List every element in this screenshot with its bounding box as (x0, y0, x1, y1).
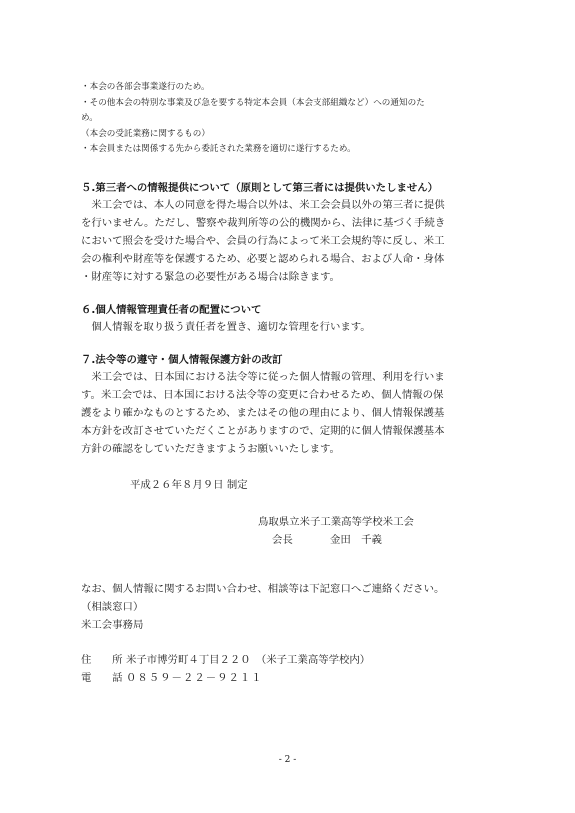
contact-window-label: （相談窓口） (81, 601, 144, 613)
section-7-body (81, 368, 495, 458)
intro-line: （本会の受託業務に関するもの） (81, 128, 210, 139)
paragraph-line: 米工会では、本人の同意を得た場合以外は、米工会会員以外の第三者に提供 (81, 199, 445, 211)
section-6-body (81, 318, 495, 336)
section-6 (81, 302, 495, 336)
paragraph-line: 護をより確かなものとするため、またはその他の理由により、個人情報保護基 (81, 407, 445, 419)
phone-value: ０８５９－２２－９２１１ (126, 672, 263, 684)
paragraph-line: す。米工会では、日本国における法令等の変更に合わせるため、個人情報の保 (81, 389, 444, 401)
paragraph-line: ・財産等に対する緊急の必要性がある場合は除きます。 (81, 271, 340, 283)
paragraph-line: 米工会では、日本国における法令等に従った個人情報の管理、利用を行いま (81, 371, 445, 383)
address-value: 米子市博労町４丁目２２０ （米子工業高等学校内） (126, 654, 371, 666)
intro-line: ・本会の各部会事業遂行のため。 (81, 82, 210, 92)
paragraph-line: において照会を受けた場合や、会員の行為によって米工会規約等に反し、米工 (81, 235, 445, 247)
paragraph-line: 本方針を改訂させていただくことがありますので、定期的に個人情報保護基本 (81, 425, 445, 437)
intro-line: ・その他本会の特別な事業及び急を要する特定本会員（本会支部組織など）への通知のた (81, 97, 425, 108)
phone-label: 電 話 (81, 672, 123, 684)
section-6-heading: ６.個人情報管理責任者の配置について (81, 304, 262, 316)
page-number: - 2 - (278, 755, 297, 765)
intro-line: ・本会員または関係する先から委託された業務を適切に遂行するため。 (81, 144, 356, 154)
paragraph-line: 会の権利や財産等を保護するため、必要と認められる場合、および人命・身体 (81, 253, 445, 265)
enactment-date: 平成２６年８月９日 制定 (130, 479, 248, 491)
section-5-body (81, 196, 495, 286)
address-row (81, 652, 370, 668)
section-5 (81, 180, 495, 286)
contact-office: 米工会事務局 (81, 619, 144, 631)
section-7 (81, 352, 495, 458)
paragraph-line: を行いません。ただし、警察や裁判所等の公的機関から、法律に基づく手続き (81, 217, 446, 229)
phone-row (81, 670, 263, 686)
signature-organization: 鳥取県立米子工業高等学校米工会 (258, 516, 414, 528)
paragraph-line: 方針の確認をしていただきますようお願いいたします。 (81, 443, 340, 455)
signature-title: 会長 (272, 534, 293, 546)
section-7-heading: ７.法令等の遵守・個人情報保護方針の改訂 (81, 354, 283, 366)
paragraph-line: 個人情報を取り扱う責任者を置き、適切な管理を行います。 (81, 321, 371, 333)
intro-list (81, 80, 495, 158)
contact-notice: なお、個人情報に関するお問い合わせ、相談等は下記窓口へご連絡ください。 (81, 583, 445, 595)
intro-line: め。 (81, 113, 98, 123)
address-label: 住 所 (81, 654, 123, 666)
signature-name: 金田 千義 (330, 534, 382, 546)
section-5-heading: ５.第三者への情報提供について（原則として第三者には提供いたしません） (81, 182, 439, 194)
